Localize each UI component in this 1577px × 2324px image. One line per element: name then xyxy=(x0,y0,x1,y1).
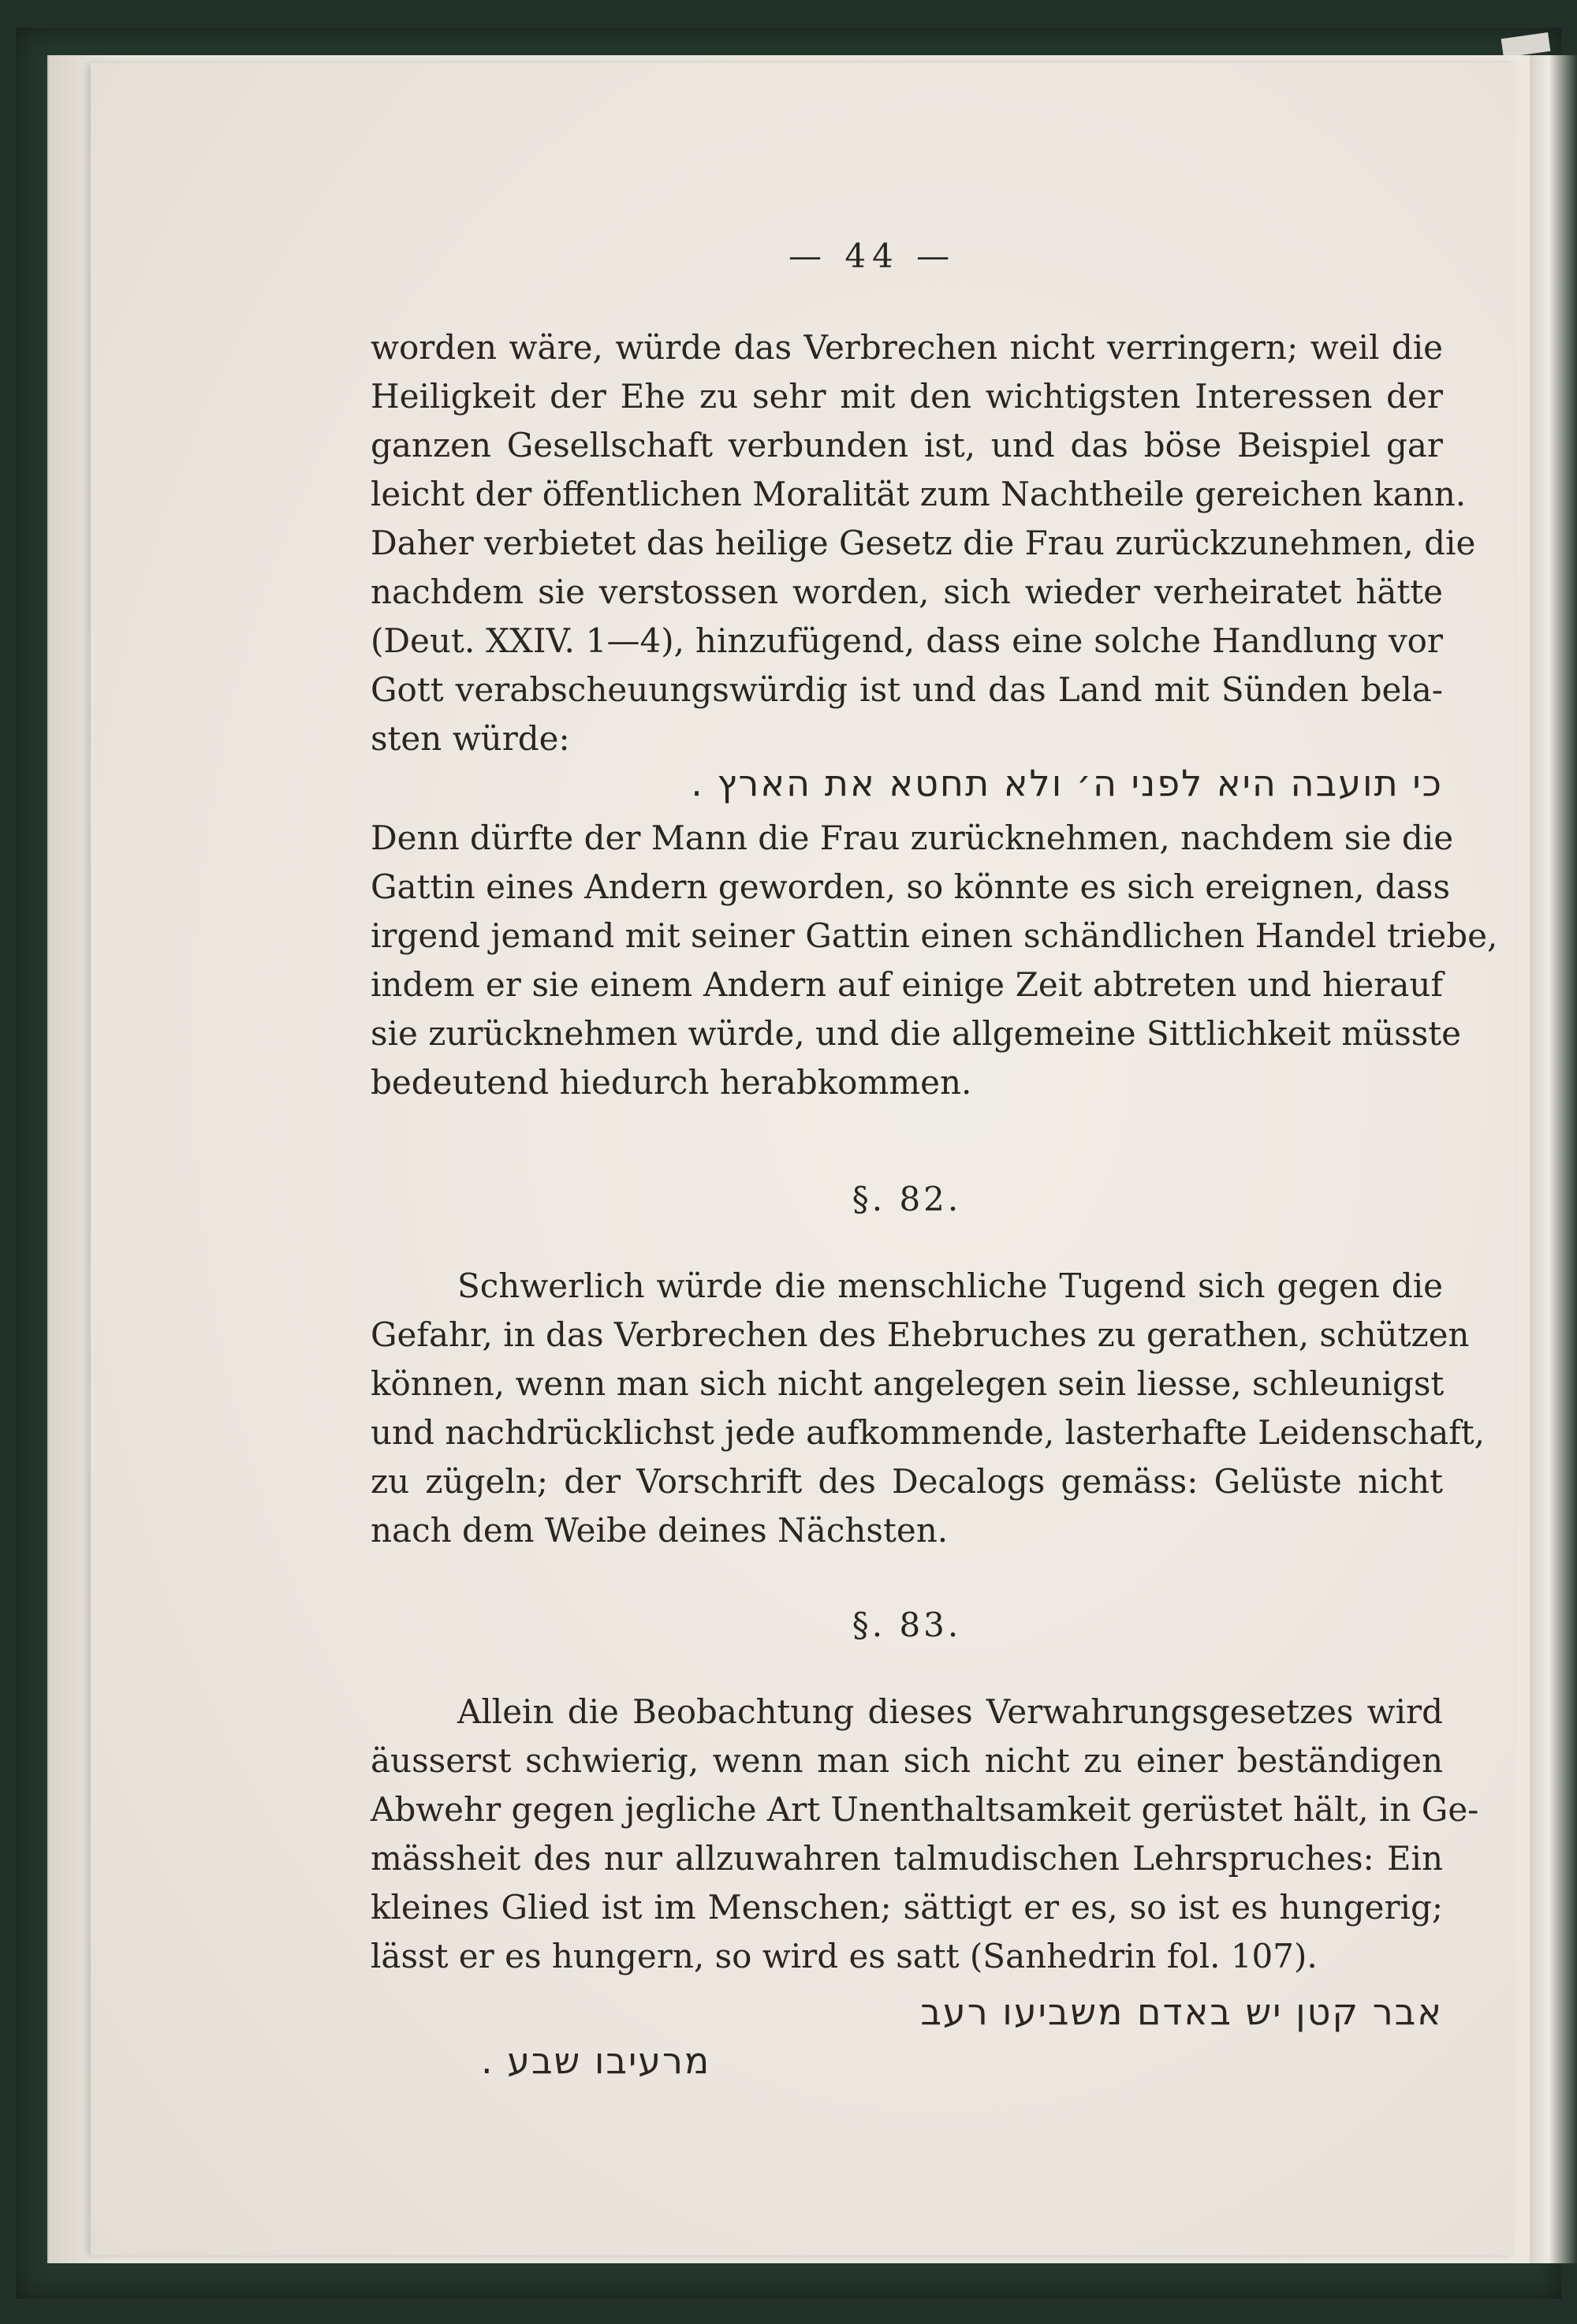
text-line: Heiligkeit der Ehe zu sehr mit den wichtigsten Interessen der xyxy=(371,377,1443,416)
text-line: und nachdrücklichst jede aufkommende, lasterhafte Leidenschaft, xyxy=(371,1413,1486,1452)
text-line: nach dem Weibe deines Nächsten. xyxy=(371,1511,949,1550)
section-82-heading: §. 82. xyxy=(852,1180,962,1218)
section-83-text xyxy=(371,1688,1479,2085)
text-line: Allein die Beobachtung dieses Verwahrungsgesetzes wird xyxy=(457,1692,1443,1731)
text-line: Abwehr gegen jegliche Art Unenthaltsamkeit gerüstet hält, in Ge- xyxy=(371,1790,1479,1829)
section-82-text xyxy=(371,1262,1486,1555)
text-line: ganzen Gesellschaft verbunden ist, und das böse Beispiel gar xyxy=(371,426,1443,464)
facing-page-edge xyxy=(1530,55,1577,2263)
text-line: äusserst schwierig, wenn man sich nicht zu einer beständigen xyxy=(371,1741,1443,1780)
text-line: Gefahr, in das Verbrechen des Ehebruches zu gerathen, schützen xyxy=(371,1315,1470,1354)
text-line: können, wenn man sich nicht angelegen sein liesse, schleunigst xyxy=(371,1364,1445,1403)
paragraph-1 xyxy=(371,323,1476,763)
hebrew-line: מרעיבו שבע . xyxy=(481,2039,711,2082)
text-line: bedeutend hiedurch herabkommen. xyxy=(371,1063,972,1102)
hebrew-line: אבר קטן יש באדם משביעו רעב xyxy=(920,1990,1443,2033)
page-number: — 44 — xyxy=(788,237,956,275)
text-line: sie zurücknehmen würde, und die allgemeine Sittlichkeit müsste xyxy=(371,1014,1461,1053)
text-line: indem er sie einem Andern auf einige Zeit abtreten und hierauf xyxy=(371,965,1443,1004)
hebrew-line: כי תועבה היא לפני ה׳ ולא תחטא את הארץ . xyxy=(691,762,1443,804)
text-line: worden wäre, würde das Verbrechen nicht verringern; weil die xyxy=(371,328,1443,367)
paragraph-2 xyxy=(371,814,1498,1107)
section-83-heading: §. 83. xyxy=(852,1606,962,1644)
text-line: Denn dürfte der Mann die Frau zurücknehmen, nachdem sie die xyxy=(371,819,1454,857)
text-line: irgend jemand mit seiner Gattin einen schändlichen Handel triebe, xyxy=(371,916,1498,955)
text-line: sten würde: xyxy=(371,719,570,758)
text-line: Schwerlich würde die menschliche Tugend sich gegen die xyxy=(457,1266,1443,1305)
hebrew-quote-1 xyxy=(371,759,1443,808)
text-line: kleines Glied ist im Menschen; sättigt er es, so ist es hungerig; xyxy=(371,1888,1443,1927)
text-line: nachdem sie verstossen worden, sich wieder verheiratet hätte xyxy=(371,573,1443,611)
text-line: zu zügeln; der Vorschrift des Decalogs gemäss: Gelüste nicht xyxy=(371,1462,1443,1501)
text-line: (Deut. XXIV. 1—4), hinzufügend, dass eine solche Handlung vor xyxy=(371,621,1443,660)
text-line: lässt er es hungern, so wird es satt (Sanhedrin fol. 107). xyxy=(371,1937,1318,1975)
text-line: Gott verabscheuungswürdig ist und das Land mit Sünden bela- xyxy=(371,670,1443,709)
text-line: Gattin eines Andern geworden, so könnte es sich ereignen, dass xyxy=(371,867,1450,906)
text-line: leicht der öffentlichen Moralität zum Nachtheile gereichen kann. xyxy=(371,475,1467,513)
text-line: mässheit des nur allzuwahren talmudischen Lehrspruches: Ein xyxy=(371,1839,1443,1878)
text-line: Daher verbietet das heilige Gesetz die Frau zurückzunehmen, die xyxy=(371,524,1476,562)
